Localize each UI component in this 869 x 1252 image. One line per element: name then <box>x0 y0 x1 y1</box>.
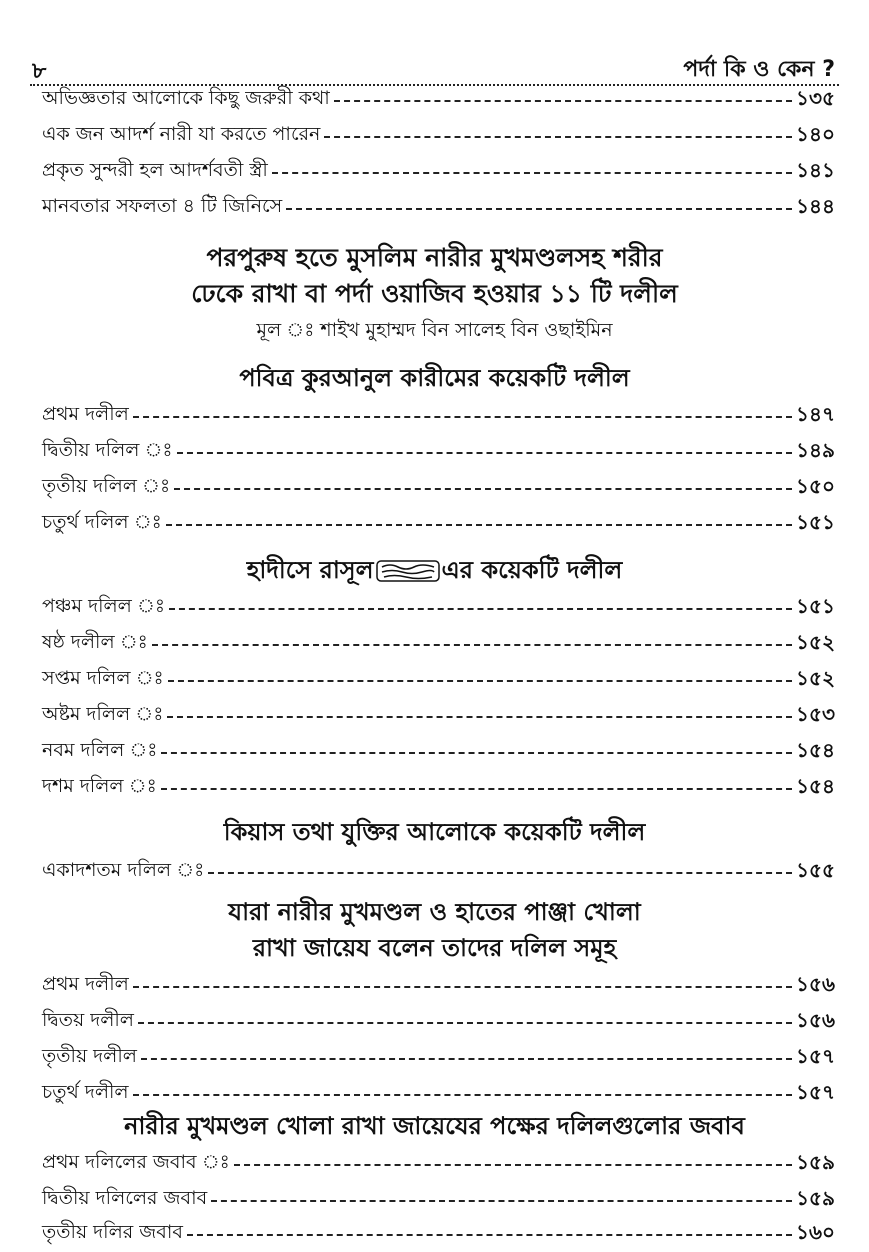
toc-entry-label: একাদশতম দলিল ঃ <box>42 859 205 881</box>
toc-leader <box>138 1022 792 1024</box>
toc-entry-label: পঞ্চম দলিল ঃ <box>42 595 166 617</box>
toc-entry-page: ১৫৬ <box>796 972 835 996</box>
toc-entry-label: চতুর্থ দলীল <box>42 1081 129 1103</box>
section-heading-hadith-end: এর কয়েকটি দলীল <box>441 556 623 584</box>
section-heading-permit-line-1: যারা নারীর মুখমণ্ডল ও হাতের পাঞ্জা খোলা <box>228 898 641 926</box>
toc-leader <box>141 1058 792 1060</box>
toc-leader <box>133 1094 792 1096</box>
toc-leader <box>324 136 792 138</box>
toc-entry <box>42 1146 835 1176</box>
toc-leader <box>166 524 792 526</box>
toc-entry-page: ১৫৪ <box>796 774 835 798</box>
toc-entry-page: ১৫৫ <box>796 858 835 882</box>
toc-entry-label: তৃতীয় দলিল ঃ <box>42 475 171 497</box>
toc-entry-label: অষ্টম দলিল ঃ <box>42 703 164 725</box>
toc-entry-label: প্রথম দলীল <box>42 403 129 425</box>
toc-entry-page: ১৬০ <box>796 1220 835 1244</box>
page-number: ৮ <box>32 59 47 84</box>
section-heading-hadith-start: হাদীসে রাসূল <box>246 556 374 584</box>
toc-entry-label: মানবতার সফলতা ৪ টি জিনিসে <box>42 195 283 217</box>
salutation-calligraphy-icon <box>376 560 440 582</box>
section-heading-qiyas: কিয়াস তথা যুক্তির আলোকে কয়েকটি দলীল <box>223 818 646 846</box>
toc-leader <box>208 872 792 874</box>
toc-entry <box>42 470 835 500</box>
toc-entry <box>42 398 835 428</box>
toc-entry-label: প্রকৃত সুন্দরী হল আদর্শবতী স্ত্রী <box>42 159 268 181</box>
toc-entry-label: দশম দলিল ঃ <box>42 775 157 797</box>
toc-entry-label: এক জন আদর্শ নারী যা করতে পারেন <box>42 123 321 145</box>
toc-entry <box>42 968 835 998</box>
toc-leader <box>174 488 792 490</box>
toc-entry <box>42 854 835 884</box>
section-heading-hadith <box>30 552 839 592</box>
toc-leader <box>211 1200 792 1202</box>
toc-entry <box>42 506 835 536</box>
toc-leader <box>161 788 792 790</box>
toc-entry-page: ১৫৯ <box>796 1150 835 1174</box>
toc-entry-page: ১৪৪ <box>796 194 835 218</box>
toc-entry <box>42 590 835 620</box>
toc-leader <box>286 208 792 210</box>
toc-entry <box>42 1076 835 1106</box>
main-heading-line-2: ঢেকে রাখা বা পর্দা ওয়াজিব হওয়ার ১১ টি দলীল <box>191 279 678 308</box>
toc-entry-page: ১৫৯ <box>796 1186 835 1210</box>
toc-entry-page: ১৫৬ <box>796 1008 835 1032</box>
toc-entry-label: প্রথম দলিলের জবাব ঃ <box>42 1151 230 1173</box>
section-heading-quran: পবিত্র কুরআনুল কারীমের কয়েকটি দলীল <box>239 364 630 392</box>
toc-entry <box>42 698 835 728</box>
toc-entry <box>42 1182 835 1212</box>
section-heading-reply: নারীর মুখমণ্ডল খোলা রাখা জায়েযের পক্ষের দলিলগুলোর জবাব <box>124 1112 745 1140</box>
toc-leader <box>169 608 792 610</box>
toc-entry <box>42 734 835 764</box>
toc-entry-page: ১৫২ <box>796 630 835 654</box>
toc-entry-label: দ্বিতয় দলীল <box>42 1009 134 1031</box>
main-heading-line-1: পরপুরুষ হতে মুসলিম নারীর মুখমণ্ডলসহ শরীর <box>206 243 663 272</box>
toc-entry-label: তৃতীয় দলীল <box>42 1045 137 1067</box>
toc-entry <box>42 626 835 656</box>
book-title: পর্দা কি ও কেন ? <box>683 57 835 82</box>
toc-entry-page: ১৫২ <box>796 666 835 690</box>
toc-entry <box>42 190 835 220</box>
toc-entry-page: ১৫৪ <box>796 738 835 762</box>
toc-entry <box>42 1004 835 1034</box>
toc-entry-label: অভিজ্ঞতার আলোকে কিছু জরুরী কথা <box>42 87 330 109</box>
toc-entry-page: ১৫১ <box>796 594 835 618</box>
toc-entry-page: ১৪০ <box>796 122 835 146</box>
toc-entry-label: নবম দলিল ঃ <box>42 739 158 761</box>
toc-leader <box>234 1164 792 1166</box>
page-header <box>30 50 839 86</box>
toc-entry <box>42 1216 835 1246</box>
toc-entry-page: ১৪৯ <box>796 438 835 462</box>
toc-entry-page: ১৫৩ <box>796 702 835 726</box>
toc-leader <box>133 986 792 988</box>
toc-entry-page: ১৩৫ <box>796 86 835 110</box>
toc-leader <box>133 416 792 418</box>
toc-leader <box>161 752 792 754</box>
toc-leader <box>168 680 792 682</box>
toc-entry-page: ১৫৭ <box>796 1044 835 1068</box>
toc-entry-page: ১৫১ <box>796 510 835 534</box>
toc-entry-page: ১৫৭ <box>796 1080 835 1104</box>
toc-entry-page: ১৪৭ <box>796 402 835 426</box>
toc-leader <box>272 172 792 174</box>
toc-entry-label: দ্বিতীয় দলিলের জবাব <box>42 1187 208 1209</box>
toc-entry <box>42 662 835 692</box>
toc-entry <box>42 434 835 464</box>
toc-leader <box>187 1234 792 1236</box>
toc-leader <box>167 716 792 718</box>
toc-entry <box>42 118 835 148</box>
toc-entry-label: প্রথম দলীল <box>42 973 129 995</box>
toc-entry-page: ১৫০ <box>796 474 835 498</box>
toc-entry-page: ১৪১ <box>796 158 835 182</box>
toc-entry <box>42 1040 835 1070</box>
author-line: মূল ঃ শাইখ মুহাম্মদ বিন সালেহ বিন ওছাইমিন <box>256 319 613 341</box>
toc-entry <box>42 154 835 184</box>
toc-entry-label: ষষ্ঠ দলীল ঃ <box>42 631 148 653</box>
toc-leader <box>334 100 792 102</box>
toc-entry-label: তৃতীয় দলির জবাব <box>42 1221 183 1243</box>
toc-entry <box>42 82 835 112</box>
toc-entry-label: সপ্তম দলিল ঃ <box>42 667 164 689</box>
toc-leader <box>152 644 792 646</box>
toc-entry-label: দ্বিতীয় দলিল ঃ <box>42 439 173 461</box>
toc-entry <box>42 770 835 800</box>
toc-leader <box>177 452 792 454</box>
section-heading-permit-line-2: রাখা জায়েয বলেন তাদের দলিল সমূহ <box>252 934 617 962</box>
toc-entry-label: চতুর্থ দলিল ঃ <box>42 511 162 533</box>
